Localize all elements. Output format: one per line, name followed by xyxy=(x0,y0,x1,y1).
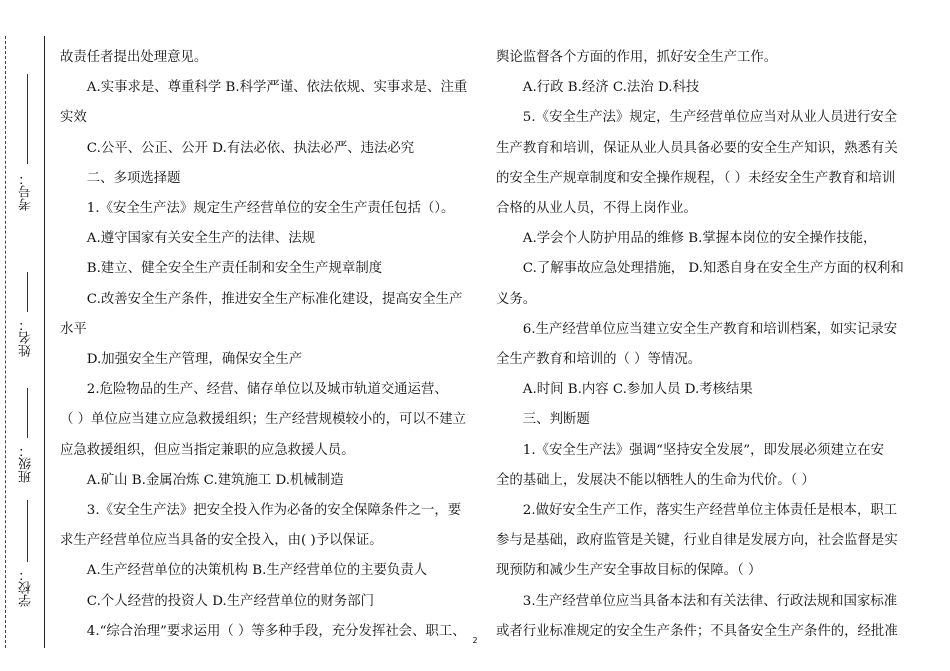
class-blank xyxy=(27,388,28,438)
option-line: B.建立、健全安全生产责任制和安全生产规章制度 xyxy=(86,261,383,277)
text-line: （ ）单位应当建立应急救援组织；生产经营规模较小的，可以不建立 xyxy=(60,412,466,428)
option-line: A.学会个人防护用品的维修 B.掌握本岗位的安全操作技能， xyxy=(522,231,877,247)
school-blank xyxy=(27,500,28,562)
left-column xyxy=(60,43,486,647)
option-line: A.实事求是、尊重科学 B.科学严谨、依法依规、实事求是、注重 xyxy=(86,80,468,96)
text-line: 全的基础上，发展决不能以牺牲人的生命为代价。（ ） xyxy=(496,472,815,488)
question-line: 4.“综合治理”要求运用（ ）等多种手段，充分发挥社会、职工、 xyxy=(86,623,466,639)
option-line: A.生产经营单位的决策机构 B.生产经营单位的主要负责人 xyxy=(86,563,428,579)
text-line: 或者行业标准规定的安全生产条件；不具备安全生产条件的，经批准 xyxy=(496,623,898,639)
section-heading: 三、判断题 xyxy=(522,412,590,428)
question-line: 3.《安全生产法》把安全投入作为必备的安全保障条件之一，要 xyxy=(86,503,462,519)
option-line: C.公平、公正、公开 D.有法必依、执法必严、违法必究 xyxy=(86,140,415,156)
option-line: A.矿山 B.金属冶炼 C.建筑施工 D.机械制造 xyxy=(86,472,344,488)
option-line: A.遵守国家有关安全生产的法律、法规 xyxy=(86,231,315,247)
binding-margin xyxy=(0,0,60,671)
text-line: 全生产教育和培训的（ ）等情况。 xyxy=(496,352,702,368)
text-line: 应急救援组织，但应当指定兼职的应急救援人员。 xyxy=(60,442,355,458)
question-line: 1.《安全生产法》强调“坚持安全发展”，即发展必须建立在安 xyxy=(522,442,885,458)
name-label: 姓名： xyxy=(19,318,34,357)
text-line: 合格的从业人员，不得上岗作业。 xyxy=(496,201,697,217)
name-blank xyxy=(27,272,28,312)
option-line: D.加强安全生产管理，确保安全生产 xyxy=(86,352,303,368)
question-line: 2.危险物品的生产、经营、储存单位以及城市轨道交通运营、 xyxy=(86,382,448,398)
text-line: 求生产经营单位应当具备的安全投入，由( )予以保证。 xyxy=(60,533,383,549)
text-line: 实效 xyxy=(60,110,87,126)
text-line: 水平 xyxy=(60,321,87,337)
question-line: 1.《安全生产法》规定生产经营单位的安全生产责任包括（）。 xyxy=(86,201,455,217)
question-line: 3.生产经营单位应当具备本法和有关法律、行政法规和国家标准 xyxy=(522,593,898,609)
question-line: 5.《安全生产法》规定，生产经营单位应当对从业人员进行安全 xyxy=(522,110,898,126)
exam-number-label: 考号： xyxy=(19,172,34,211)
text-line: 义务。 xyxy=(496,291,537,307)
option-line: C.个人经营的投资人 D.生产经营单位的财务部门 xyxy=(86,593,375,609)
text-line: 现预防和减少生产安全事故目标的保障。（ ） xyxy=(496,563,762,579)
right-column xyxy=(496,43,920,647)
question-line: 2.做好安全生产工作，落实生产经营单位主体责任是根本，职工 xyxy=(522,503,898,519)
text-line: 参与是基础，政府监管是关键，行业自律是发展方向，社会监督是实 xyxy=(496,533,898,549)
text-line: 故责任者提出处理意见。 xyxy=(60,50,208,65)
binding-line xyxy=(44,36,45,648)
section-heading: 二、多项选择题 xyxy=(86,170,181,186)
option-line: A.行政 B.经济 C.法治 D.科技 xyxy=(522,80,700,96)
option-line: A.时间 B.内容 C.参加人员 D.考核结果 xyxy=(522,382,753,398)
question-line: 6.生产经营单位应当建立安全生产教育和培训档案，如实记录安 xyxy=(522,321,898,337)
option-line: C.改善安全生产条件，推进安全生产标准化建设，提高安全生产 xyxy=(86,291,463,307)
cut-line xyxy=(5,36,6,648)
text-line: 舆论监督各个方面的作用，抓好安全生产工作。 xyxy=(496,50,778,65)
page-number: 2 xyxy=(472,636,478,645)
text-line: 生产教育和培训，保证从业人员具备必要的安全生产知识，熟悉有关 xyxy=(496,140,898,156)
school-label: 学校： xyxy=(19,568,34,607)
class-label: 班级： xyxy=(19,444,34,483)
exam-number-blank xyxy=(27,74,28,164)
text-line: 的安全生产规章制度和安全操作规程，（ ）未经安全生产教育和培训 xyxy=(496,170,896,186)
option-line: C.了解事故应急处理措施， D.知悉自身在安全生产方面的权利和 xyxy=(522,261,904,277)
